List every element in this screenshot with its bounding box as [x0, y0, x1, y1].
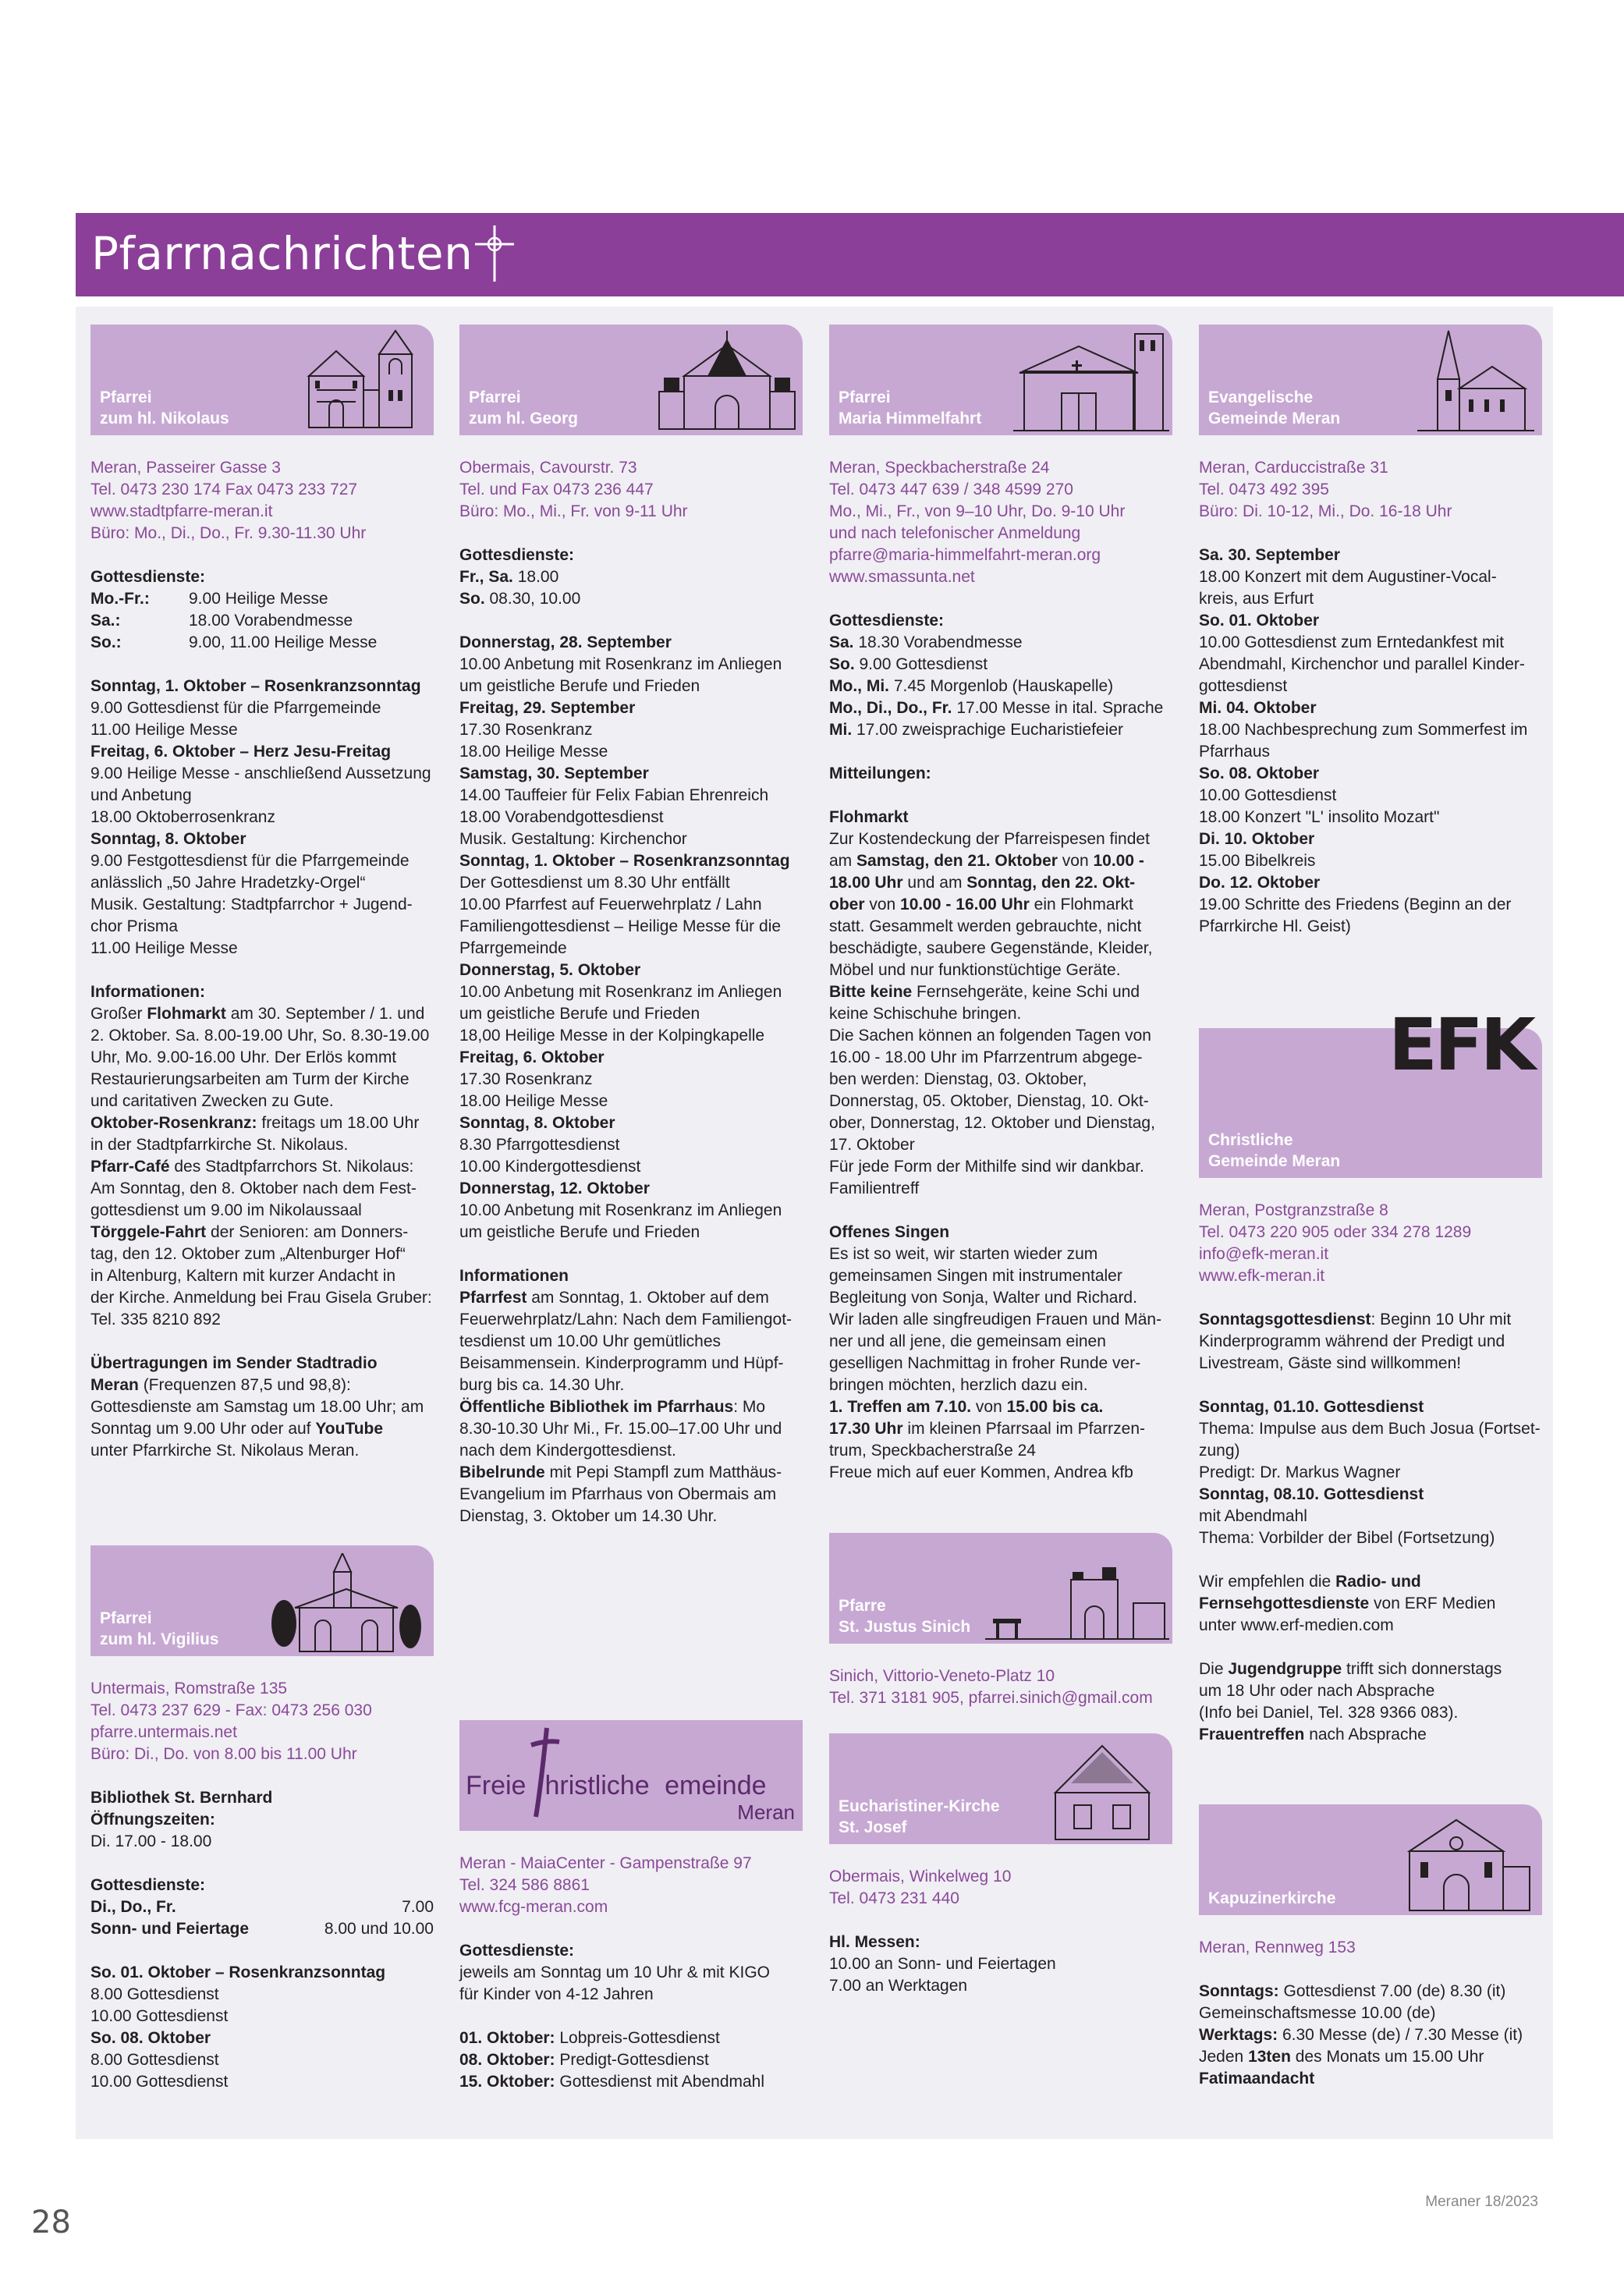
parish-name: Pfarrei zum hl. Vigilius	[100, 1609, 219, 1648]
info-heading: Informationen:	[90, 983, 205, 1001]
media-text: Wir empfehlen die Radio- und Fernsehgottesdienste von ERF Medien unter www.erf-medien.com	[1199, 1573, 1496, 1634]
event-text: 10.00 Anbetung mit Rosenkranz im Anliegen um geistliche Berufe und Frieden	[459, 1201, 782, 1241]
event-heading: Sonntag, 1. Oktober – Rosenkranzsonntag	[90, 677, 421, 695]
parish-box-kapuziner	[1199, 1804, 1542, 1915]
mass-text: 10.00 an Sonn- und Feiertagen 7.00 an Werktagen	[829, 1955, 1056, 1995]
event-text: 14.00 Tauffeier für Felix Fabian Ehrenreich 18.00 Vorabendgottesdienst Musik. Gestaltung: Kirchenchor	[459, 786, 769, 848]
column-vigilius	[90, 1545, 434, 2093]
event-heading: Freitag, 6. Oktober – Herz Jesu-Freitag	[90, 743, 392, 761]
parish-name: Evangelische Gemeinde Meran	[1208, 388, 1341, 427]
contact-block: Obermais, Winkelweg 10 Tel. 0473 231 440	[829, 1868, 1012, 1907]
youth-text: Die Jugendgruppe trifft sich donnerstags um 18 Uhr oder nach Absprache (Info bei Daniel, Tel. 328 9366 083). Frauentreffen nach Absprache	[1199, 1660, 1502, 1744]
event-text: 18.00 Konzert mit dem Augustiner-Vocal- kreis, aus Erfurt	[1199, 568, 1497, 608]
event-heading: So. 08. Oktober	[90, 2029, 211, 2047]
contact-block: Untermais, Romstraße 135 Tel. 0473 237 629 - Fax: 0473 256 030 pfarre.untermais.net Büro: Di., Do. von 8.00 bis 11.00 Uhr	[90, 1680, 372, 1763]
event-heading: So. 01. Oktober – Rosenkranzsonntag	[90, 1964, 386, 1981]
service-text: Sonntags: Gottesdienst 7.00 (de) 8.30 (it) Gemeinschaftsmesse 10.00 (de)	[1199, 1982, 1506, 2022]
parish-box-georg	[459, 325, 803, 435]
services-heading: Gottesdienste:	[829, 612, 945, 630]
church-himmelfahrt-icon	[1013, 328, 1169, 432]
event-row: 08. Oktober: Predigt-Gottesdienst	[459, 2051, 709, 2069]
fcg-logo-city: Meran	[737, 1800, 795, 1824]
column-nikolaus	[90, 325, 434, 1462]
page-header	[76, 213, 1624, 296]
parish-box-himmelfahrt	[829, 325, 1172, 435]
info-text: Törggele-Fahrt der Senioren: am Donners- tag, den 12. Oktober zum „Altenburger Hof“ in Altenburg, Kaltern mit kurzer Andacht in der Kirche. Anmeldung bei Frau Gisela Gruber: Tel. 335 8210 892	[90, 1223, 432, 1329]
page-title: Pfarrnachrichten	[91, 227, 473, 280]
event-heading: Donnerstag, 28. September	[459, 633, 672, 651]
church-kapuziner-icon	[1394, 1812, 1534, 1912]
event-text: 10.00 Anbetung mit Rosenkranz im Anliegen um geistliche Berufe und Frieden 18,00 Heilige Messe in der Kolpingkapelle	[459, 983, 782, 1045]
event-row: 01. Oktober: Lobpreis-Gottesdienst	[459, 2029, 720, 2047]
contact-block: Meran, Carduccistraße 31 Tel. 0473 492 395 Büro: Di. 10-12, Mi., Do. 16-18 Uhr	[1199, 459, 1452, 520]
content-panel	[76, 307, 1553, 2139]
event-heading: Di. 10. Oktober	[1199, 830, 1315, 848]
info-heading: Informationen	[459, 1267, 569, 1285]
contact-block: Meran, Passeirer Gasse 3 Tel. 0473 230 174 Fax 0473 233 727 www.stadtpfarre-meran.it Büro: Mo., Di., Do., Fr. 9.30-11.30 Uhr	[90, 459, 367, 542]
services-text: jeweils am Sonntag um 10 Uhr & mit KIGO für Kinder von 4-12 Jahren	[459, 1964, 770, 2003]
event-text: 9.00 Heilige Messe - anschließend Aussetzung und Anbetung 18.00 Oktoberrosenkranz	[90, 764, 431, 826]
issue-label: Meraner 18/2023	[1425, 2194, 1538, 2210]
column-himmelfahrt	[829, 325, 1172, 1484]
event-text: 17.30 Rosenkranz 18.00 Heilige Messe	[459, 721, 608, 761]
event-heading: Donnerstag, 5. Oktober	[459, 961, 641, 979]
service-text: Sonntagsgottesdienst: Beginn 10 Uhr mit Kinderprogramm während der Predigt und Livestream, Gäste sind willkommen!	[1199, 1311, 1512, 1372]
services-heading: Gottesdienste:	[459, 546, 575, 564]
event-text: 10.00 Gottesdienst 18.00 Konzert "L' insolito Mozart"	[1199, 786, 1440, 826]
mass-heading: Hl. Messen:	[829, 1933, 920, 1951]
event-text: 19.00 Schritte des Friedens (Beginn an der Pfarrkirche Hl. Geist)	[1199, 896, 1512, 935]
event-text: mit Abendmahl Thema: Vorbilder der Bibel (Fortsetzung)	[1199, 1507, 1495, 1547]
service-text: Werktags: 6.30 Messe (de) / 7.30 Messe (it) Jeden 13ten des Monats um 15.00 Uhr	[1199, 2026, 1523, 2066]
service-row: Mo., Di., Do., Fr. 17.00 Messe in ital. Sprache	[829, 699, 1164, 717]
parish-name: Eucharistiner-Kirche St. Josef	[839, 1797, 1000, 1836]
parish-box-vigilius	[90, 1545, 434, 1656]
parish-box-efk	[1199, 1003, 1542, 1178]
service-row: Mo., Mi. 7.45 Morgenlob (Hauskapelle)	[829, 677, 1114, 695]
service-row: Mo.-Fr.: 9.00 Heilige Messe	[90, 590, 328, 608]
parish-name: Kapuzinerkirche	[1208, 1889, 1336, 1907]
column-kapuziner	[1199, 1804, 1542, 2090]
event-heading: Sonntag, 8. Oktober	[459, 1114, 615, 1132]
column-josef	[829, 1733, 1172, 1997]
event-text: 17.30 Rosenkranz 18.00 Heilige Messe	[459, 1070, 608, 1110]
library-hours: Di. 17.00 - 18.00	[90, 1832, 212, 1850]
church-evangelisch-icon	[1417, 328, 1534, 432]
info-text: Bibelrunde mit Pepi Stampfl zum Matthäus- Evangelium im Pfarrhaus von Obermais am Dienstag, 3. Oktober um 14.30 Uhr.	[459, 1463, 782, 1525]
event-row: 15. Oktober: Gottesdienst mit Abendmahl	[459, 2073, 765, 2091]
cross-icon	[472, 224, 517, 283]
parish-box-sinich	[829, 1533, 1172, 1644]
service-row: So. 08.30, 10.00	[459, 590, 581, 608]
service-row: Sa.: 18.00 Vorabendmesse	[90, 612, 353, 630]
parish-name: Pfarre St. Justus Sinich	[839, 1597, 971, 1636]
event-text: 10.00 Gottesdienst zum Erntedankfest mit Abendmahl, Kirchenchor und parallel Kinder- gottesdienst	[1199, 633, 1525, 695]
event-text: 10.00 Anbetung mit Rosenkranz im Anliegen um geistliche Berufe und Frieden	[459, 655, 782, 695]
info-text: Großer Flohmarkt am 30. September / 1. und 2. Oktober. Sa. 8.00-19.00 Uhr, So. 8.30-19.00 Uhr, Mo. 9.00-16.00 Uhr. Der Erlös kommt Restaurierungsarbeiten am Turm der Kirche und caritativen Zwecken zu Gute.	[90, 1005, 430, 1110]
parish-box-josef	[829, 1733, 1172, 1844]
contact-block: Meran - MaiaCenter - Gampenstraße 97 Tel. 324 586 8861 www.fcg-meran.com	[459, 1854, 752, 1916]
event-text: 9.00 Festgottesdienst für die Pfarrgemeinde anlässlich „50 Jahre Hradetzky-Orgel“ Musik. Gestaltung: Stadtpfarrchor + Jugend- chor Prisma 11.00 Heilige Messe	[90, 852, 413, 957]
service-text: Fatimaandacht	[1199, 2070, 1315, 2088]
service-row: Sa. 18.30 Vorabendmesse	[829, 633, 1023, 651]
radio-text: Übertragungen im Sender Stadtradio Meran (Frequenzen 87,5 und 98,8): Gottesdienste am Samstag um 18.00 Uhr; am Sonntag um 9.00 Uhr oder auf YouTube unter Pfarrkirche St. Nikolaus Meran.	[90, 1354, 424, 1460]
column-fcg	[459, 1720, 803, 2093]
column-efk	[1199, 1003, 1542, 1746]
event-text: 8.00 Gottesdienst 10.00 Gottesdienst	[90, 2051, 229, 2091]
church-vigilius-icon	[268, 1553, 424, 1653]
service-row: Sonn- und Feiertage 8.00 und 10.00	[90, 1920, 434, 1938]
event-heading: So. 08. Oktober	[1199, 764, 1320, 782]
parish-name: Pfarrei Maria Himmelfahrt	[839, 388, 982, 427]
fcg-logo-text: Freie hristliche emeinde	[466, 1771, 767, 1800]
contact-block: Meran, Speckbacherstraße 24 Tel. 0473 447 639 / 348 4599 270 Mo., Mi., Fr., von 9–10 Uhr, Do. 9-10 Uhr und nach telefonischer Anmeldung pfarre@maria-himmelfahrt-meran.org www.smassunta.net	[829, 459, 1126, 586]
contact-block: Meran, Rennweg 153	[1199, 1939, 1356, 1956]
church-ruin-icon	[985, 1556, 1169, 1641]
service-row: Fr., Sa. 18.00	[459, 568, 559, 586]
event-text: 9.00 Gottesdienst für die Pfarrgemeinde 11.00 Heilige Messe	[90, 699, 381, 739]
services-heading: Gottesdienste:	[459, 1942, 575, 1960]
news-heading: Mitteilungen:	[829, 764, 931, 782]
service-row: So.: 9.00, 11.00 Heilige Messe	[90, 633, 378, 651]
event-heading: Sonntag, 01.10. Gottesdienst	[1199, 1398, 1424, 1416]
event-heading: Freitag, 6. Oktober	[459, 1048, 605, 1066]
church-nikolaus-icon	[301, 328, 430, 431]
event-heading: Do. 12. Oktober	[1199, 874, 1321, 892]
church-josef-icon	[1048, 1738, 1168, 1841]
info-text: Öffentliche Bibliothek im Pfarrhaus: Mo 8.30-10.30 Uhr Mi., Fr. 15.00–17.00 Uhr und nach dem Kindergottesdienst.	[459, 1398, 782, 1460]
parish-name: Pfarrei zum hl. Georg	[469, 388, 579, 427]
event-text: Thema: Impulse aus dem Buch Josua (Fortset- zung) Predigt: Dr. Markus Wagner	[1199, 1420, 1541, 1481]
contact-block: Sinich, Vittorio-Veneto-Platz 10 Tel. 371 3181 905, pfarrei.sinich@gmail.com	[829, 1667, 1153, 1707]
library-heading: Bibliothek St. Bernhard Öffnungszeiten:	[90, 1789, 273, 1829]
fcg-logo-box	[459, 1720, 803, 1831]
event-heading: Samstag, 30. September	[459, 764, 649, 782]
church-georg-icon	[653, 329, 801, 432]
service-row: So. 9.00 Gottesdienst	[829, 655, 988, 673]
fleamarket-heading: Flohmarkt	[829, 808, 909, 826]
singing-text: Es ist so weit, wir starten wieder zum gemeinsamen Singen mit instrumentaler Begleitung von Sonja, Walter und Richard. Wir laden alle singfreudigen Frauen und Män- ner und all jene, die gemeinsam einen geselligen Nachmittag in froher Runde ver- bringen möchten, herzlich dazu ein. 1. Treffen am 7.10. von 15.00 bis ca. 17.30 Uhr im kleinen Pfarrsaal im Pfarrzen- trum, Speckbacherstraße 24 Freue mich auf euer Kommen, Andrea kfb	[829, 1245, 1162, 1481]
event-heading: Donnerstag, 12. Oktober	[459, 1180, 650, 1197]
info-text: Pfarr-Café des Stadtpfarrchors St. Nikolaus: Am Sonntag, den 8. Oktober nach dem Fest- gottesdienst um 9.00 im Nikolaussaal	[90, 1158, 417, 1219]
singing-heading: Offenes Singen	[829, 1223, 950, 1241]
event-heading: Freitag, 29. September	[459, 699, 636, 717]
event-heading: Sonntag, 08.10. Gottesdienst	[1199, 1485, 1424, 1503]
parish-name: Christliche Gemeinde Meran	[1208, 1131, 1341, 1170]
event-heading: Sonntag, 1. Oktober – Rosenkranzsonntag	[459, 852, 790, 870]
info-text: Pfarrfest am Sonntag, 1. Oktober auf dem Feuerwehrplatz/Lahn: Nach dem Familiengot- tesdienst um 10.00 Uhr gemütliches Beisammensein. Kinderprogramm und Hüpf- burg bis ca. 14.30 Uhr.	[459, 1289, 792, 1394]
event-text: Der Gottesdienst um 8.30 Uhr entfällt 10.00 Pfarrfest auf Feuerwehrplatz / Lahn Familiengottesdienst – Heilige Messe für die Pfarrgemeinde	[459, 874, 782, 957]
column-evangelisch	[1199, 325, 1542, 938]
services-heading: Gottesdienste:	[90, 568, 206, 586]
event-text: 8.00 Gottesdienst 10.00 Gottesdienst	[90, 1985, 229, 2025]
event-heading: Sa. 30. September	[1199, 546, 1340, 564]
parish-box-evangelisch	[1199, 325, 1542, 435]
info-text: Oktober-Rosenkranz: freitags um 18.00 Uhr in der Stadtpfarrkirche St. Nikolaus.	[90, 1114, 420, 1154]
event-heading: Sonntag, 8. Oktober	[90, 830, 246, 848]
services-heading: Gottesdienste:	[90, 1876, 206, 1894]
service-row: Di., Do., Fr. 7.00	[90, 1898, 434, 1916]
fleamarket-text: Zur Kostendeckung der Pfarreispesen findet am Samstag, den 21. Oktober von 10.00 - 18.00 Uhr und am Sonntag, den 22. Okt- ober von 10.00 - 16.00 Uhr ein Flohmarkt statt. Gesammelt werden gebrauchte, nicht beschädigte, saubere Gegenstände, Kleider, Möbel und nur funktionstüchtige Geräte. Bitte keine Fernsehgeräte, keine Schi und keine Schischuhe bringen. Die Sachen können an folgenden Tagen von 16.00 - 18.00 Uhr im Pfarrzentrum abgege- ben werden: Dienstag, 03. Oktober, Donnerstag, 05. Oktober, Dienstag, 10. Okt- ober, Donnerstag, 12. Oktober und Dienstag, 17. Oktober Für jede Form der Mithilfe sind wir dankbar. Familientreff	[829, 830, 1155, 1197]
event-text: 8.30 Pfarrgottesdienst 10.00 Kindergottesdienst	[459, 1136, 641, 1176]
event-text: 15.00 Bibelkreis	[1199, 852, 1316, 870]
service-row: Mi. 17.00 zweisprachige Eucharistiefeier	[829, 721, 1124, 739]
column-georg	[459, 325, 803, 1527]
event-heading: So. 01. Oktober	[1199, 612, 1320, 630]
contact-block: Obermais, Cavourstr. 73 Tel. und Fax 0473 236 447 Büro: Mo., Mi., Fr. von 9-11 Uhr	[459, 459, 688, 520]
parish-name: Pfarrei zum hl. Nikolaus	[100, 388, 229, 427]
contact-block: Meran, Postgranzstraße 8 Tel. 0473 220 905 oder 334 278 1289 info@efk-meran.it www.efk-meran.it	[1199, 1201, 1472, 1285]
page-number: 28	[31, 2205, 71, 2240]
event-text: 18.00 Nachbesprechung zum Sommerfest im Pfarrhaus	[1199, 721, 1528, 761]
event-heading: Mi. 04. Oktober	[1199, 699, 1317, 717]
parish-box-nikolaus	[90, 325, 434, 435]
efk-logo: EFK	[1388, 1003, 1533, 1087]
